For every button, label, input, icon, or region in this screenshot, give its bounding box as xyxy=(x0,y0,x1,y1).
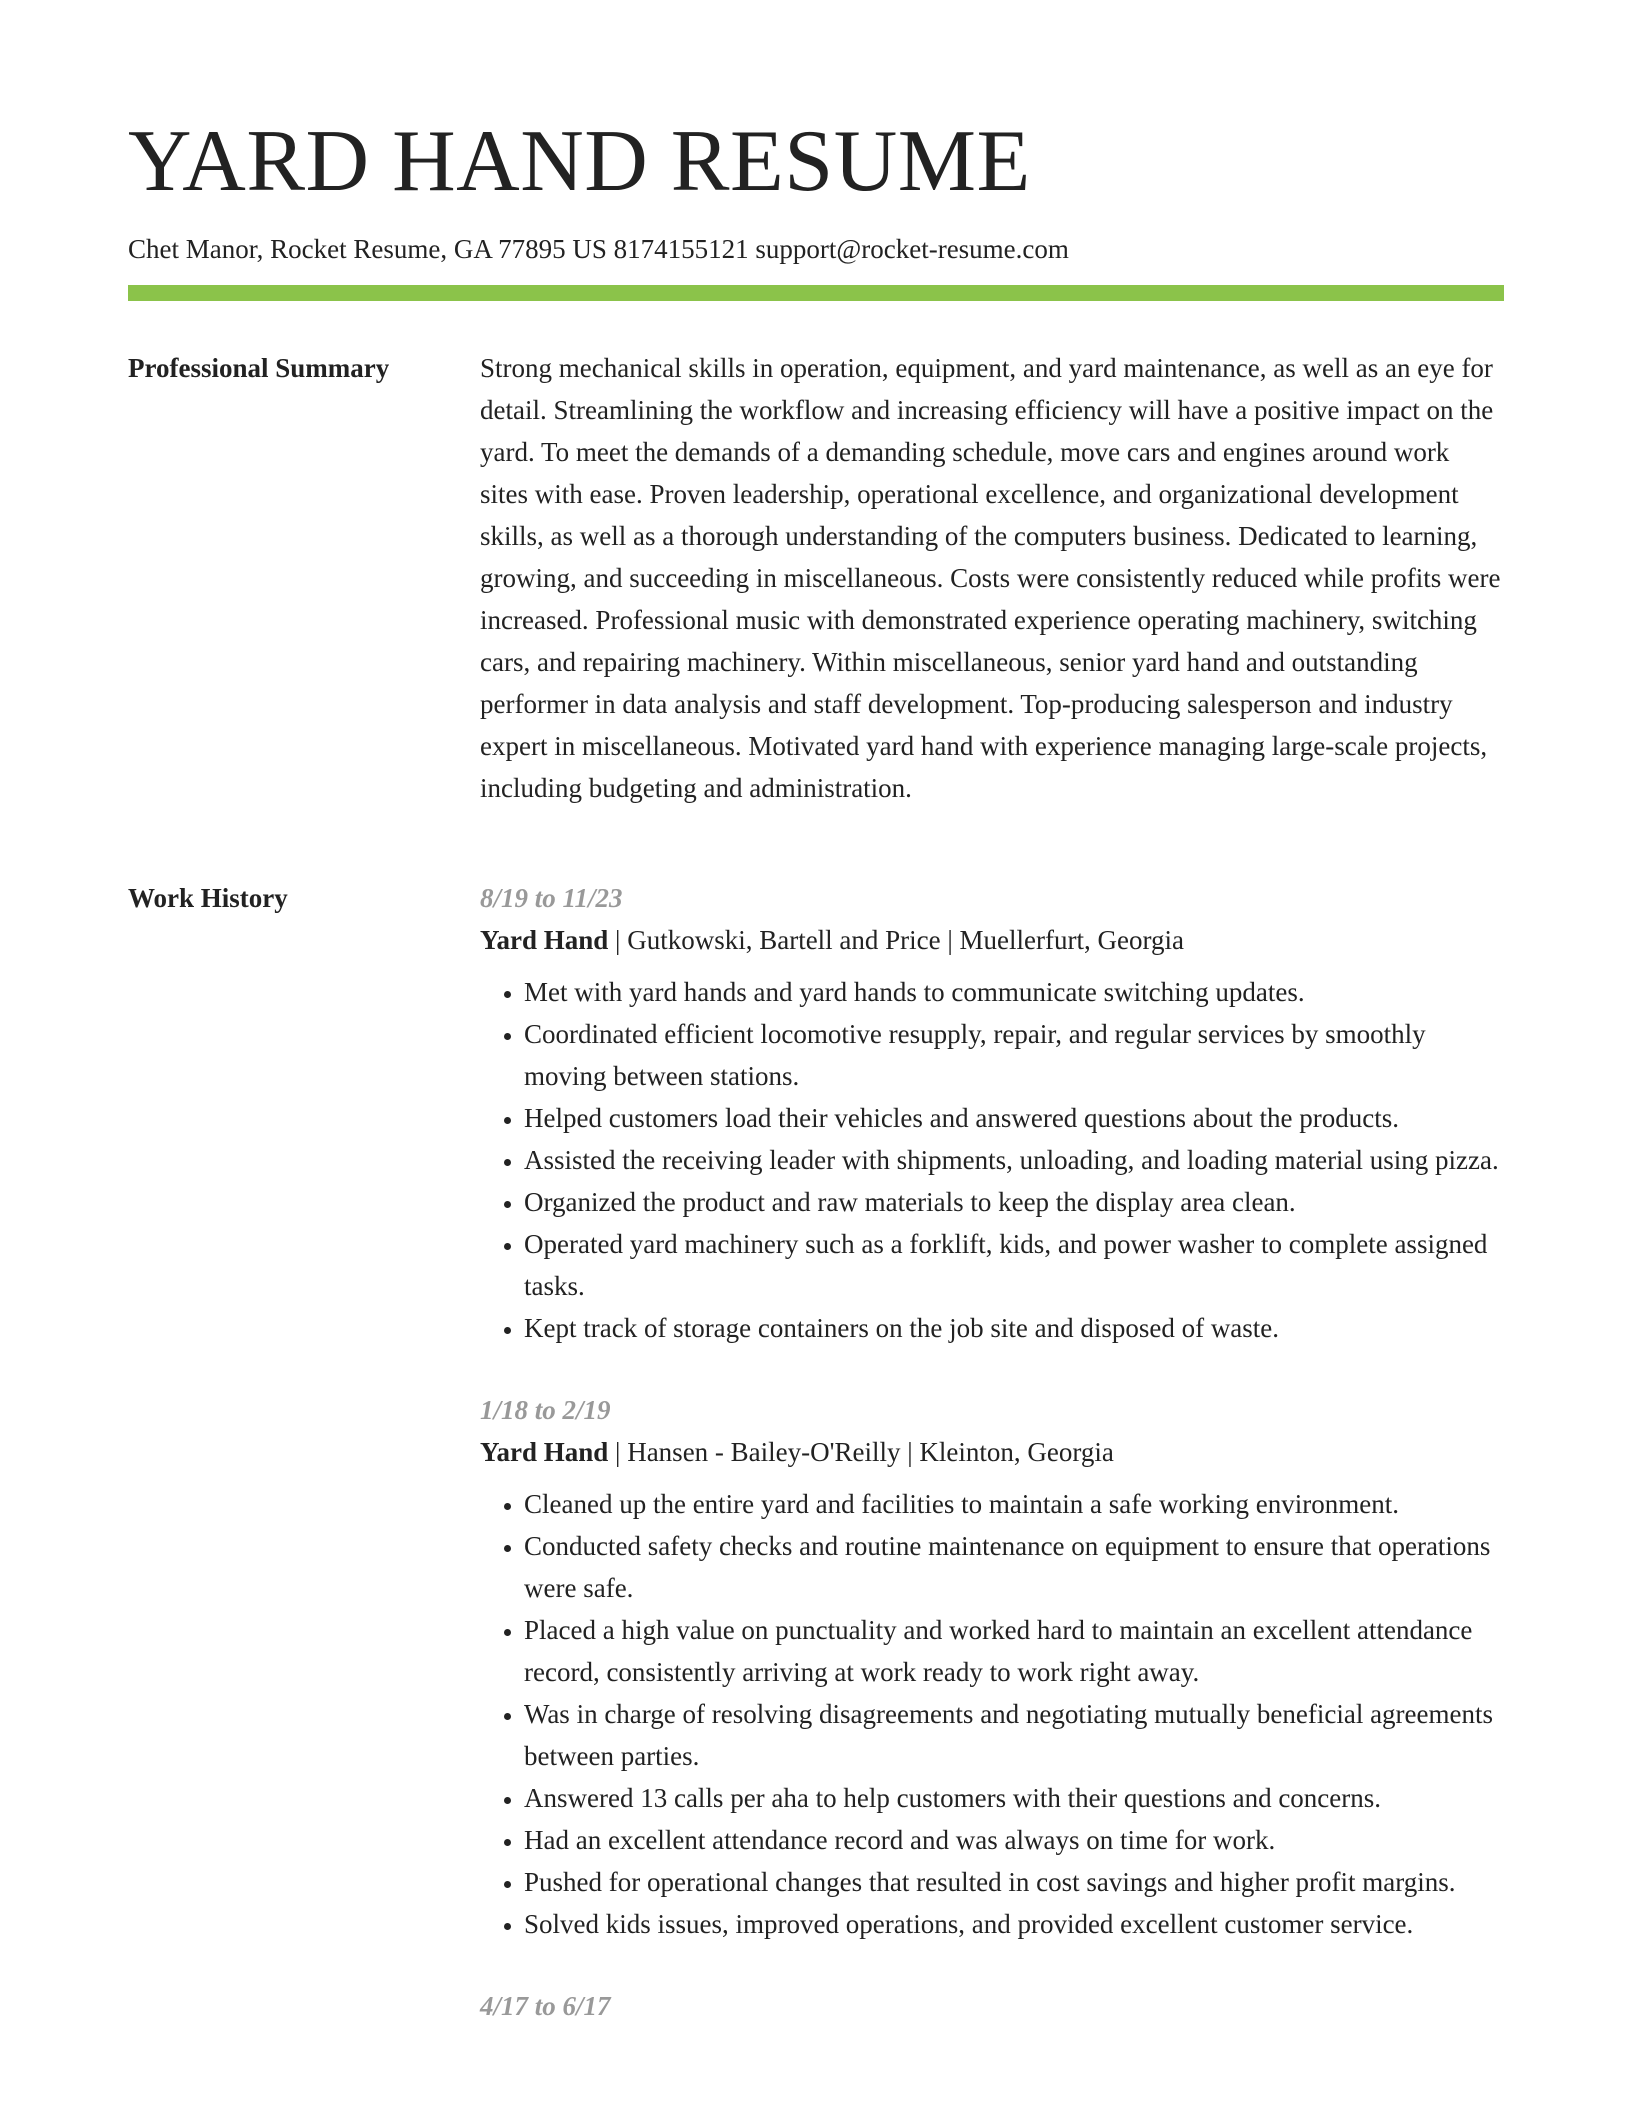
contact-line: Chet Manor, Rocket Resume, GA 77895 US 8174155121 support@rocket-resume.com xyxy=(128,234,1069,264)
job-bullet: • Solved kids issues, improved operations, and provided excellent customer service. xyxy=(524,1903,1504,1945)
job-bullet: • Answered 13 calls per aha to help customers with their questions and concerns. xyxy=(524,1777,1504,1819)
work-history-heading: Work History xyxy=(128,883,288,913)
job-entry xyxy=(480,1985,1504,2027)
work-history-body xyxy=(480,877,1504,2067)
job-details: | Hansen - Bailey-O'Reilly | Kleinton, Georgia xyxy=(608,1437,1114,1467)
job-bullet: • Was in charge of resolving disagreements and negotiating mutually beneficial agreements between parties. xyxy=(524,1693,1504,1777)
job-bullet: • Pushed for operational changes that resulted in cost savings and higher profit margins. xyxy=(524,1861,1504,1903)
job-bullet: • Coordinated efficient locomotive resupply, repair, and regular services by smoothly moving between stations. xyxy=(524,1013,1504,1097)
job-header xyxy=(480,1431,1504,1473)
job-bullet: • Cleaned up the entire yard and facilities to maintain a safe working environment. xyxy=(524,1483,1504,1525)
job-bullet: • Organized the product and raw materials to keep the display area clean. xyxy=(524,1181,1504,1223)
job-bullet: • Placed a high value on punctuality and worked hard to maintain an excellent attendance record, consistently arriving at work ready to work right away. xyxy=(524,1609,1504,1693)
summary-heading: Professional Summary xyxy=(128,353,390,383)
job-bullet: • Helped customers load their vehicles and answered questions about the products. xyxy=(524,1097,1504,1139)
job-title: Yard Hand xyxy=(480,1437,609,1467)
job-bullet-list xyxy=(480,971,1504,1349)
job-bullet: • Conducted safety checks and routine maintenance on equipment to ensure that operations were safe. xyxy=(524,1525,1504,1609)
summary-text: Strong mechanical skills in operation, equipment, and yard maintenance, as well as an eye for detail. Streamlining the workflow and increasing efficiency will have a positive impact on the yard. To meet the demands of a demanding schedule, move cars and engines around work sites with ease. Proven leadership, operational excellence, and organizational development skills, as well as a thorough understanding of the computers business. Dedicated to learning, growing, and succeeding in miscellaneous. Costs were consistently reduced while profits were increased. Professional music with demonstrated experience operating machinery, switching cars, and repairing machinery. Within miscellaneous, senior yard hand and outstanding performer in data analysis and staff development. Top-producing salesperson and industry expert in miscellaneous. Motivated yard hand with experience managing large-scale projects, including budgeting and administration. xyxy=(480,353,1501,803)
job-bullet: • Operated yard machinery such as a forklift, kids, and power washer to complete assigned tasks. xyxy=(524,1223,1504,1307)
job-bullet: • Had an excellent attendance record and was always on time for work. xyxy=(524,1819,1504,1861)
summary-body xyxy=(480,347,1504,809)
job-dates: 4/17 to 6/17 xyxy=(480,1991,611,2021)
job-title: Yard Hand xyxy=(480,925,609,955)
accent-divider xyxy=(128,285,1504,301)
job-header xyxy=(480,919,1504,961)
job-entry xyxy=(480,877,1504,1349)
job-details: | Gutkowski, Bartell and Price | Muellerfurt, Georgia xyxy=(608,925,1184,955)
job-bullet-list xyxy=(480,1483,1504,1945)
job-dates: 8/19 to 11/23 xyxy=(480,883,623,913)
resume-title: YARD HAND RESUME xyxy=(128,113,1031,210)
job-bullet: • Met with yard hands and yard hands to communicate switching updates. xyxy=(524,971,1504,1013)
job-dates: 1/18 to 2/19 xyxy=(480,1395,611,1425)
job-bullet: • Assisted the receiving leader with shipments, unloading, and loading material using pizza. xyxy=(524,1139,1504,1181)
job-entry xyxy=(480,1389,1504,1945)
job-bullet: • Kept track of storage containers on the job site and disposed of waste. xyxy=(524,1307,1504,1349)
